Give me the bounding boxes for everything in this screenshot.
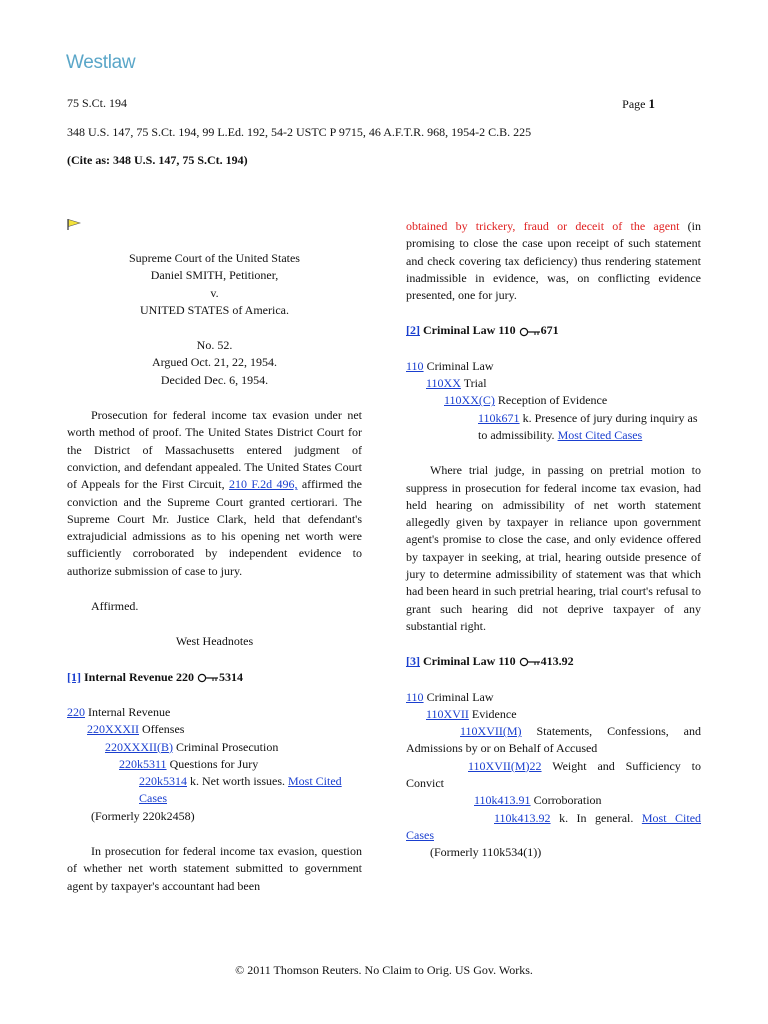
hn3-formerly: (Formerly 110k534(1)) <box>430 845 542 860</box>
hn1-subtopic: 220XXXII(B) Criminal Prosecution <box>105 739 279 754</box>
hn2-keyline: 110k671 k. Presence of jury during inquiry as to admissibility. Most Cited Cases <box>478 410 698 442</box>
westlaw-logo: Westlaw <box>66 52 136 73</box>
keynumber-link[interactable]: 220XXXII <box>87 722 139 737</box>
key-number-icon <box>519 657 541 667</box>
hn1-formerly: (Formerly 220k2458) <box>91 808 195 823</box>
hn1-text-continued: obtained by trickery, fraud or deceit of the agent (in promising to close the case upon receipt of such statement and check covering tax deficiency) thus rendering statement inadmissible in evidence, was, on conflicting evidence presented, one for jury. <box>406 219 701 303</box>
hn2-text: Where trial judge, in passing on pretrial motion to suppress in prosecution for federal income tax evasion, had held hearing on admissibility of net worth statement allegedly given by taxpayer in reliance upon government agent's promise to close the case, and only evidence offered by taxpayer in seeking, at trial, hearing outside presence of jury to determine admissibility of statement was that which had been heard in such pretrial hearing, trial court's refusal to grant such hearing did not deprive taxpayer of any substantial right. <box>406 463 701 633</box>
hn1-topic: 220 Internal Revenue <box>67 704 171 719</box>
keynumber-link[interactable]: 110XX(C) <box>444 393 495 408</box>
highlighted-phrase: obtained by trickery, fraud or deceit of the agent <box>406 219 680 233</box>
keynumber-link[interactable]: 110 <box>406 689 424 704</box>
citation-short: 75 S.Ct. 194 <box>67 96 128 110</box>
flag-icon <box>67 218 362 232</box>
page-number: 1 <box>648 96 655 111</box>
most-cited-cases-link[interactable]: Most Cited Cases <box>406 810 702 842</box>
petitioner: Daniel SMITH, Petitioner, <box>150 268 279 283</box>
parallel-citations: 348 U.S. 147, 75 S.Ct. 194, 99 L.Ed. 192, 54-2 USTC P 9715, 46 A.F.T.R. 968, 1954-2 C.B. 225 <box>67 125 532 139</box>
hn1-keyline: 220k5314 k. Net worth issues. Most Cited Cases <box>139 774 342 806</box>
hn3-subtopic: 110XVII Evidence <box>426 706 517 721</box>
most-cited-cases-link[interactable]: Most Cited Cases <box>557 427 643 442</box>
right-column <box>406 218 701 862</box>
respondent: UNITED STATES of America. <box>139 302 289 317</box>
keynumber-link[interactable]: 110XVII(M)22 <box>468 758 542 773</box>
versus: v. <box>210 285 219 300</box>
citation-link-210-f2d-496[interactable]: 210 F.2d 496, <box>228 477 298 492</box>
synopsis: Prosecution for federal income tax evasion under net worth method of proof. The United States District Court for the District of Massachusetts entered judgment of conviction, and defendant appealed. The United States Court of Appeals for the First Circuit, 210 F.2d 496, affirmed the conviction and the Supreme Court granted certiorari. The Supreme Court Mr. Justice Clark, held that defendant's extrajudicial admissions as to his opening net worth were sufficiently corroborated by independent evidence to authorize submission of case to jury. <box>67 408 362 578</box>
hn3-subtopic: 110XVII(M) Statements, Confessions, and Admissions by or on Behalf of Accused <box>406 724 702 756</box>
disposition: Affirmed. <box>91 599 139 614</box>
case-caption <box>67 250 362 389</box>
key-number-icon <box>519 327 541 337</box>
keynumber-link[interactable]: 110k413.91 <box>474 793 531 808</box>
court-name: Supreme Court of the United States <box>129 251 300 265</box>
hn1-text-start: In prosecution for federal income tax evasion, question of whether net worth statement submitted to government agent by taxpayer's accountant had been <box>67 844 362 893</box>
most-cited-cases-link[interactable]: Most Cited Cases <box>139 774 342 806</box>
keynumber-link[interactable]: 110k413.92 <box>494 810 551 825</box>
hn2-subtopic: 110XX Trial <box>426 376 487 391</box>
keynumber-link[interactable]: 220 <box>67 704 85 719</box>
headnotes-title: West Headnotes <box>175 634 254 649</box>
keynumber-link[interactable]: 220k5311 <box>119 756 167 771</box>
docket-number: No. 52. <box>196 338 233 353</box>
decided-date: Decided Dec. 6, 1954. <box>160 372 269 387</box>
hn2-subtopic: 110XX(C) Reception of Evidence <box>444 393 608 408</box>
keynumber-link[interactable]: 220XXXII(B) <box>105 739 173 754</box>
headnote-1-heading: [1] Internal Revenue 220 5314 <box>67 669 243 684</box>
keynumber-link[interactable]: 110k671 <box>478 410 520 425</box>
argued-date: Argued Oct. 21, 22, 1954. <box>151 355 278 370</box>
hn3-subtopic: 110k413.91 Corroboration <box>474 793 602 808</box>
hn1-subtopic: 220XXXII Offenses <box>87 722 185 737</box>
hn3-topic: 110 Criminal Law <box>406 689 494 704</box>
keynumber-link[interactable]: 110XX <box>426 376 461 391</box>
key-number-icon <box>197 673 219 683</box>
page-label: Page <box>622 97 646 111</box>
headnote-1-link[interactable]: [1] <box>67 669 81 684</box>
hn2-topic: 110 Criminal Law <box>406 358 494 373</box>
cite-as: (Cite as: 348 U.S. 147, 75 S.Ct. 194) <box>67 153 248 167</box>
headnote-2-heading: [2] Criminal Law 110 671 <box>406 323 559 338</box>
headnote-3-link[interactable]: [3] <box>406 654 420 669</box>
left-column <box>67 218 362 895</box>
keynumber-link[interactable]: 110 <box>406 358 424 373</box>
hn3-subtopic: 110XVII(M)22 Weight and Sufficiency to Convict <box>406 758 701 791</box>
keynumber-link[interactable]: 110XVII(M) <box>460 724 522 739</box>
hn3-keyline: 110k413.92 k. In general. Most Cited Cases <box>406 810 702 842</box>
headnote-3-heading: [3] Criminal Law 110 413.92 <box>406 654 574 669</box>
keynumber-link[interactable]: 110XVII <box>426 706 469 721</box>
copyright-footer: © 2011 Thomson Reuters. No Claim to Orig. US Gov. Works. <box>235 963 533 977</box>
keynumber-link[interactable]: 220k5314 <box>139 774 187 789</box>
page-indicator <box>622 96 655 112</box>
headnote-2-link[interactable]: [2] <box>406 323 420 338</box>
hn1-subtopic: 220k5311 Questions for Jury <box>119 756 259 771</box>
